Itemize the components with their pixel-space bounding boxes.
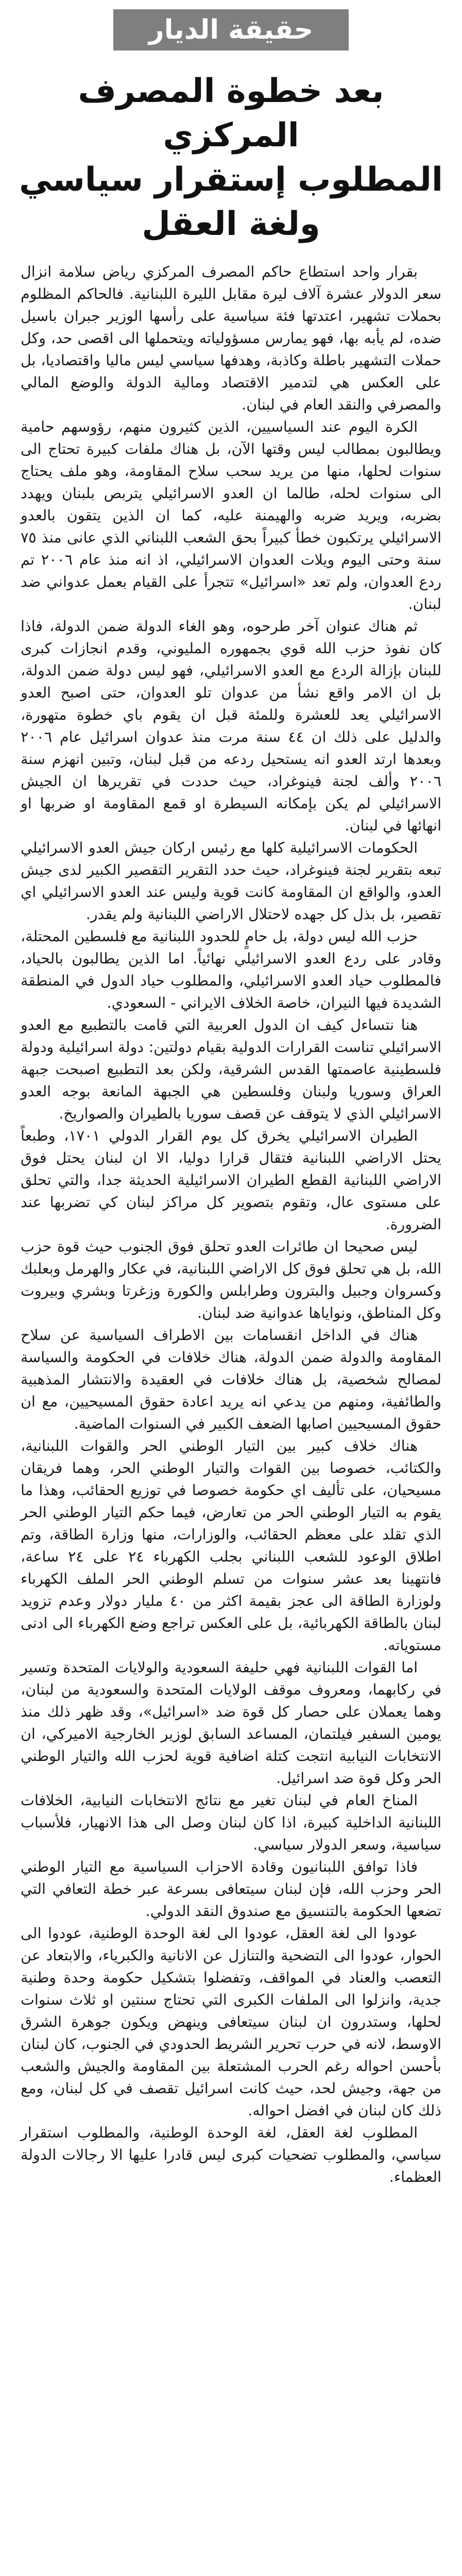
paragraph-1: بقرار واحد استطاع حاكم المصرف المركزي رياض سلامة انزال سعر الدولار عشرة آلاف ليرة مقابل الليرة اللبنانية. فالحاكم المظلوم بحملات تشهير، اعتدتها فئة سياسية على رأسها الوزير جبران باسيل ضده، لم يأبه بها، فهو يمارس مسؤولياته ويتحملها الى اقصى حد، وكل حملات التشهير باطلة وكاذبة، وهدفها سياسي ليس ماليا واقتصاديا، بل على العكس هي لتدمير الاقتصاد ومالية الدولة والوضع المالي والمصرفي والنقد العام في لبنان. [21, 263, 441, 413]
headline-line-1: بعد خطوة المصرف المركزي [78, 72, 384, 155]
paragraph-4: الحكومات الاسرائيلية كلها مع رئيس اركان جيش العدو الاسرائيلي تبعه بتقرير لجنة فينوغراد، حيث حدد التقرير التقصير الكبير لدى جيش العدو، والواقع ان المقاومة كانت قوية وليس عند العدو الاسرائيلي اي تقصير، بل بذل كل جهده لاحتلال الاراضي اللبنانية ولم يقدر. [21, 839, 441, 923]
headline-line-2: المطلوب إستقرار سياسي ولغة العقل [19, 161, 443, 243]
paragraph-5: حزب الله ليس دولة، بل حامٍ للحدود اللبنانية مع فلسطين المحتلة، وقادر على ردع العدو الاسرائيلي نهائياً. اما الذين يطالبون بالحياد، فالمطلوب حياد العدو الاسرائيلي، والمطلوب حياد الدول في المنطقة الشديدة فيها النيران، خاصة الخلاف الايراني - السعودي. [21, 928, 441, 1011]
paragraph-7: الطيران الاسرائيلي يخرق كل يوم القرار الدولي ١٧٠١، وطبعاً يحتل الاراضي اللبنانية فتقال قرارا دوليا، الا ان لبنان يحتل فوق الاراضي اللبنانية القطع الطيران الاسرائيلية الحديثة جدا، والتي تحلق على مستوى عال، وتقوم بتصوير كل مراكز لبنان كي تضربها عند الضرورة. [21, 1127, 441, 1233]
paragraph-15: المطلوب لغة العقل، لغة الوحدة الوطنية، والمطلوب استقرار سياسي، والمطلوب تضحيات كبرى ليس قادرا عليها الا رجالات الدولة العظماء. [21, 2124, 441, 2185]
article-body [21, 261, 441, 2188]
paragraph-9: هناك في الداخل انقسامات بين الاطراف السياسية عن سلاح المقاومة والدولة ضمن الدولة، هناك خلافات في الحكومة والسياسة لمصالح شخصية، بل هناك خلافات في العقيدة والانتشار المذهبية والطائفية، ومنهم من يدعي انه يريد اعادة حقوق المسيحيين، مع ان حقوق المسيحيين اصابها الضعف الكبير في السنوات الماضية. [21, 1327, 441, 1432]
paragraph-10: هناك خلاف كبير بين التيار الوطني الحر والقوات اللبنانية، والكتائب، خصوصا بين القوات والتيار الوطني الحر، وهما فريقان مسيحيان، على تأليف اي حكومة خصوصا في توزيع الحقائب، وهذا ما يقوم به التيار الوطني الحر من تعارض، فيما حكم التيار الوطني الحر الذي تقلد على معظم الحقائب، والوزارات، منها وزارة الطاقة، وتم اطلاق الوعود للشعب اللبناني بجلب الكهرباء ٢٤ على ٢٤ ساعة، فانتهينا بعد عشر سنوات من تسلم الوطني الحر الملف الكهرباء ولوزارة الطاقة الى عجز بقيمة اكثر من ٤٠ مليار دولار وعدم تزويد لبنان بالطاقة الكهربائية، بل على العكس تراجع وضع الكهرباء الى ادنى مستوياته. [21, 1437, 441, 1654]
paragraph-12: المناخ العام في لبنان تغير مع نتائج الانتخابات النيابية، الخلافات اللبنانية الداخلية كبيرة، اذا كان لبنان وصل الى هذا الانهيار، فلأسباب سياسية، وسعر الدولار سياسي. [21, 1792, 441, 1853]
paragraph-8: ليس صحيحا ان طائرات العدو تحلق فوق الجنوب حيث قوة حزب الله، بل هي تحلق فوق كل الاراضي اللبنانية، في عكار والهرمل وبعلبك وكسروان وجبيل والبترون وطرابلس والكورة وزغرتا وبشري وبيروت وكل المناطق، ونواياها عدوانية ضد لبنان. [21, 1238, 441, 1321]
section-banner: حقيقة الديار [113, 9, 349, 50]
paragraph-3: ثم هناك عنوان آخر طرحوه، وهو الغاء الدولة ضمن الدولة، فاذا كان نفوذ حزب الله قوي بجمهوره المليوني، وقدم انجازات كبرى للبنان بإزالة الردع مع العدو الاسرائيلي، فهو ليس دولة ضمن الدولة، بل ان الامر واقع نشأ من عدوان تلو العدوان، حتى اصبح العدو الاسرائيلي يعد للعشرة وللمئة قبل ان يقوم باي خطوة متهورة، والدليل على ذلك ان ٤٤ سنة مرت منذ عدوان اسرائيل عام ٢٠٠٦ وبعدها ارتد العدو انه يستحيل ردعه من قبل لبنان، وتبين انهزم سنة ٢٠٠٦ وألف لجنة فينوغراد، حيث حددت في تقريرها ان الجيش الاسرائيلي لم يكن بإمكانه السيطرة او قمع المقاومة او ضربها او انهائها في لبنان. [21, 618, 441, 834]
paragraph-11: اما القوات اللبنانية فهي حليفة السعودية والولايات المتحدة وتسير في ركابهما، ومعروف موقف الولايات المتحدة والسعودية من لبنان، وهما يعملان على حصار كل قوة ضد «اسرائيل»، وقد ظهر ذلك منذ يومين السفير فيلتمان، المساعد السابق لوزير الخارجية الاميركي، ان الانتخابات النيابية انتجت كتلة اضافية قوية لحزب الله والتيار الوطني الحر وكل قوة ضد اسرائيل. [21, 1659, 441, 1787]
paragraph-2: الكرة اليوم عند السياسيين، الذين كثيرون منهم، رؤوسهم حامية ويطالبون بمطالب ليس وقتها الآن، بل هناك ملفات كبيرة تحتاج الى سنوات لحلها، منها من يريد سحب سلاح المقاومة، وهو ملف يحتاج الى سنوات لحله، طالما ان العدو الاسرائيلي يتربص بلبنان ويهدد بضربه، ويريد ضربه والهيمنة عليه، كما ان الذين يتقون بالعدو الاسرائيلي يرتكبون خطأ كبيراً بحق الشعب اللبناني الذي عانى منذ ٧٥ سنة وحتى اليوم ويلات العدوان الاسرائيلي، اذ انه منذ عام ٢٠٠٦ تم ردع العدوان، ولم تعد «اسرائيل» تتجرأ على القيام بعمل عدواني ضد لبنان. [21, 418, 441, 613]
paragraph-13: فاذا توافق اللبنانيون وقادة الاحزاب السياسية مع التيار الوطني الحر وحزب الله، فإن لبنان سيتعافى بسرعة عبر خطة التعافي التي تضعها الحكومة بالتنسيق مع صندوق النقد الدولي. [21, 1858, 441, 1920]
paragraph-14: عودوا الى لغة العقل، عودوا الى لغة الوحدة الوطنية، عودوا الى الحوار، عودوا الى التضحية والتنازل عن الانانية والكبرياء، والابتعاد عن التعصب والعناد في المواقف، وتفضلوا بتشكيل حكومة وحدة وطنية جدية، وانزلوا الى الملفات الكبرى التي تحتاج سنتين او ثلاث سنوات لحلها، وستدرون ان لبنان سيتعافى وينهض ويكون جوهرة الشرق الاوسط، لانه في حرب تحرير الشريط الحدودي في الجنوب، كان لبنان بأحسن احواله رغم الحرب المشتعلة بين المقاومة والجيش والشعب من جهة، وجيش لحد، حيث كانت اسرائيل تقصف في كل لبنان، ومع ذلك كان لبنان في افضل احواله. [21, 1925, 441, 2119]
article-headline [18, 69, 444, 246]
paragraph-6: هنا نتساءل كيف ان الدول العربية التي قامت بالتطبيع مع العدو الاسرائيلي تناست القرارات الدولية بقيام دولتين: دولة اسرائيلية ودولة فلسطينية عاصمتها القدس الشرقية، ولكن بعد التطبيع اصبحت جبهة العراق وسوريا ولبنان وفلسطين هي الجبهة المانعة بوجه العدو الاسرائيلي الذي لا يتوقف عن قصف سوريا بالطيران والصواريخ. [21, 1016, 441, 1122]
